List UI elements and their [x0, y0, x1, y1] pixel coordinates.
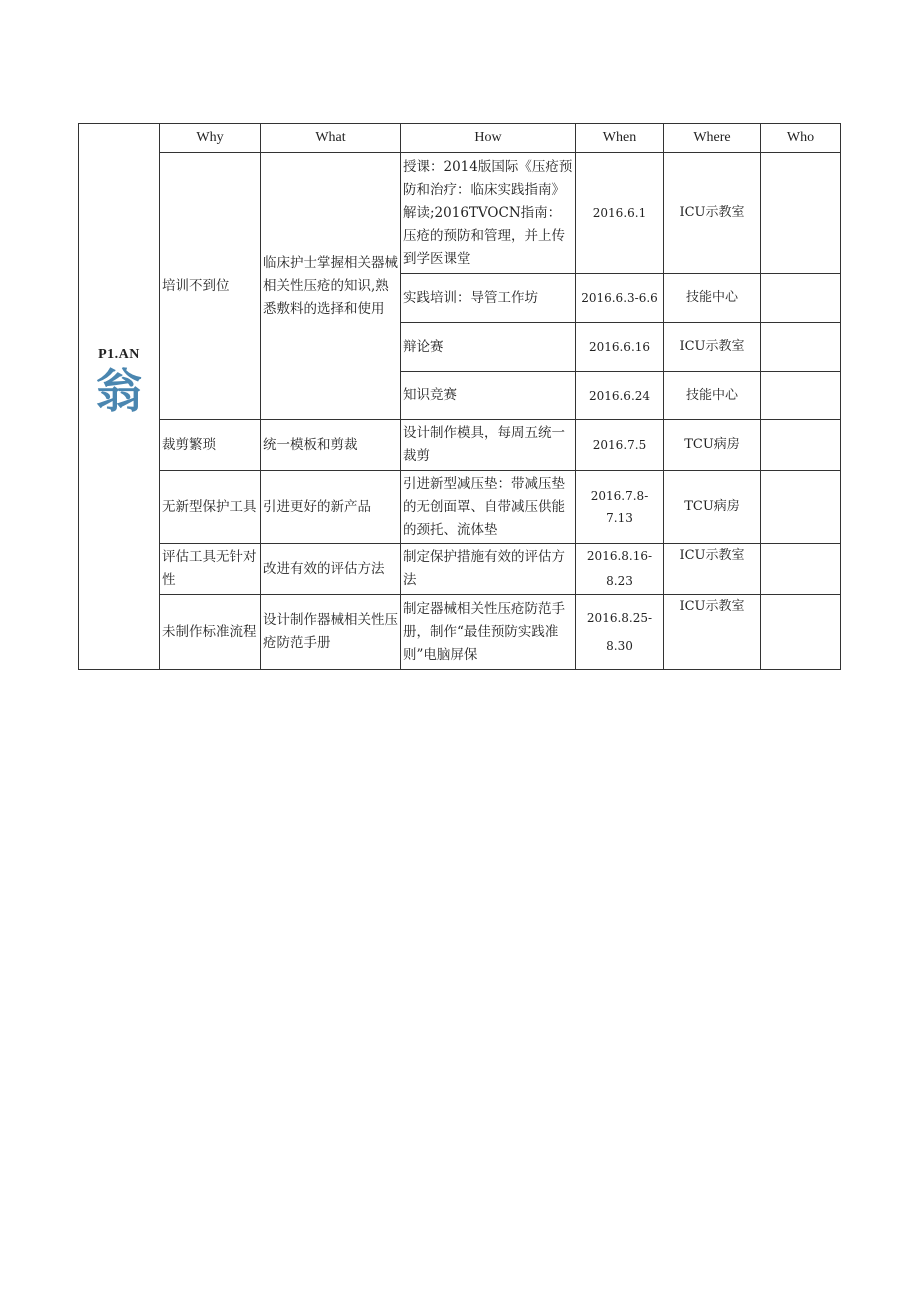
header-row	[79, 124, 841, 153]
how-cell: 引进新型减压垫：带减压垫的无创面罩、自带减压供能的颈托、流体垫	[401, 471, 576, 544]
when-cell: 2016.6.24	[576, 372, 664, 420]
why-cell: 评估工具无针对性	[160, 544, 261, 595]
when-cell: 2016.7.5	[576, 420, 664, 471]
why-cell: 培训不到位	[160, 153, 261, 420]
where-cell: 技能中心	[664, 274, 761, 323]
when-cell: 2016.8.25-8.30	[576, 595, 664, 670]
what-cell: 改进有效的评估方法	[261, 544, 401, 595]
how-cell: 制定器械相关性压疮防范手册，制作“最佳预防实践准则”电脑屏保	[401, 595, 576, 670]
where-cell: ICU示教室	[664, 153, 761, 274]
plan-table	[78, 123, 841, 670]
where-cell: ICU示教室	[664, 323, 761, 372]
when-cell: 2016.7.8-7.13	[576, 471, 664, 544]
how-cell: 制定保护措施有效的评估方法	[401, 544, 576, 595]
plan-glyph: 翁	[96, 363, 142, 418]
table-row	[79, 595, 841, 670]
where-cell: ICU示教室	[664, 544, 761, 595]
what-cell: 统一模板和剪裁	[261, 420, 401, 471]
table-row	[79, 471, 841, 544]
when-cell: 2016.8.16-8.23	[576, 544, 664, 595]
when-cell: 2016.6.16	[576, 323, 664, 372]
where-cell: TCU病房	[664, 471, 761, 544]
why-cell: 未制作标准流程	[160, 595, 261, 670]
who-cell	[761, 372, 841, 420]
who-cell	[761, 595, 841, 670]
where-cell: ICU示教室	[664, 595, 761, 670]
how-cell: 知识竞赛	[401, 372, 576, 420]
table-row	[79, 153, 841, 274]
how-cell: 设计制作模具，每周五统一裁剪	[401, 420, 576, 471]
who-cell	[761, 153, 841, 274]
who-cell	[761, 544, 841, 595]
header-where: Where	[664, 124, 761, 153]
where-cell: TCU病房	[664, 420, 761, 471]
when-cell: 2016.6.3-6.6	[576, 274, 664, 323]
where-cell: 技能中心	[664, 372, 761, 420]
what-cell: 设计制作器械相关性压疮防范手册	[261, 595, 401, 670]
how-cell: 授课：2014版国际《压疮预防和治疗：临床实践指南》解读;2016TVOCN指南：压疮的预防和管理，并上传到学医课堂	[401, 153, 576, 274]
how-cell: 辩论赛	[401, 323, 576, 372]
plan-label: P1.AN	[98, 346, 140, 362]
what-cell: 引进更好的新产品	[261, 471, 401, 544]
who-cell	[761, 274, 841, 323]
who-cell	[761, 420, 841, 471]
who-cell	[761, 323, 841, 372]
header-what: What	[261, 124, 401, 153]
when-cell: 2016.6.1	[576, 153, 664, 274]
table-row	[79, 420, 841, 471]
header-who: Who	[761, 124, 841, 153]
table-row	[79, 544, 841, 595]
header-how: How	[401, 124, 576, 153]
header-when: When	[576, 124, 664, 153]
header-why: Why	[160, 124, 261, 153]
how-cell: 实践培训：导管工作坊	[401, 274, 576, 323]
plan-side-cell	[79, 124, 160, 670]
who-cell	[761, 471, 841, 544]
what-cell: 临床护士掌握相关器械相关性压疮的知识,熟悉敷料的选择和使用	[261, 153, 401, 420]
why-cell: 裁剪繁琐	[160, 420, 261, 471]
why-cell: 无新型保护工具	[160, 471, 261, 544]
